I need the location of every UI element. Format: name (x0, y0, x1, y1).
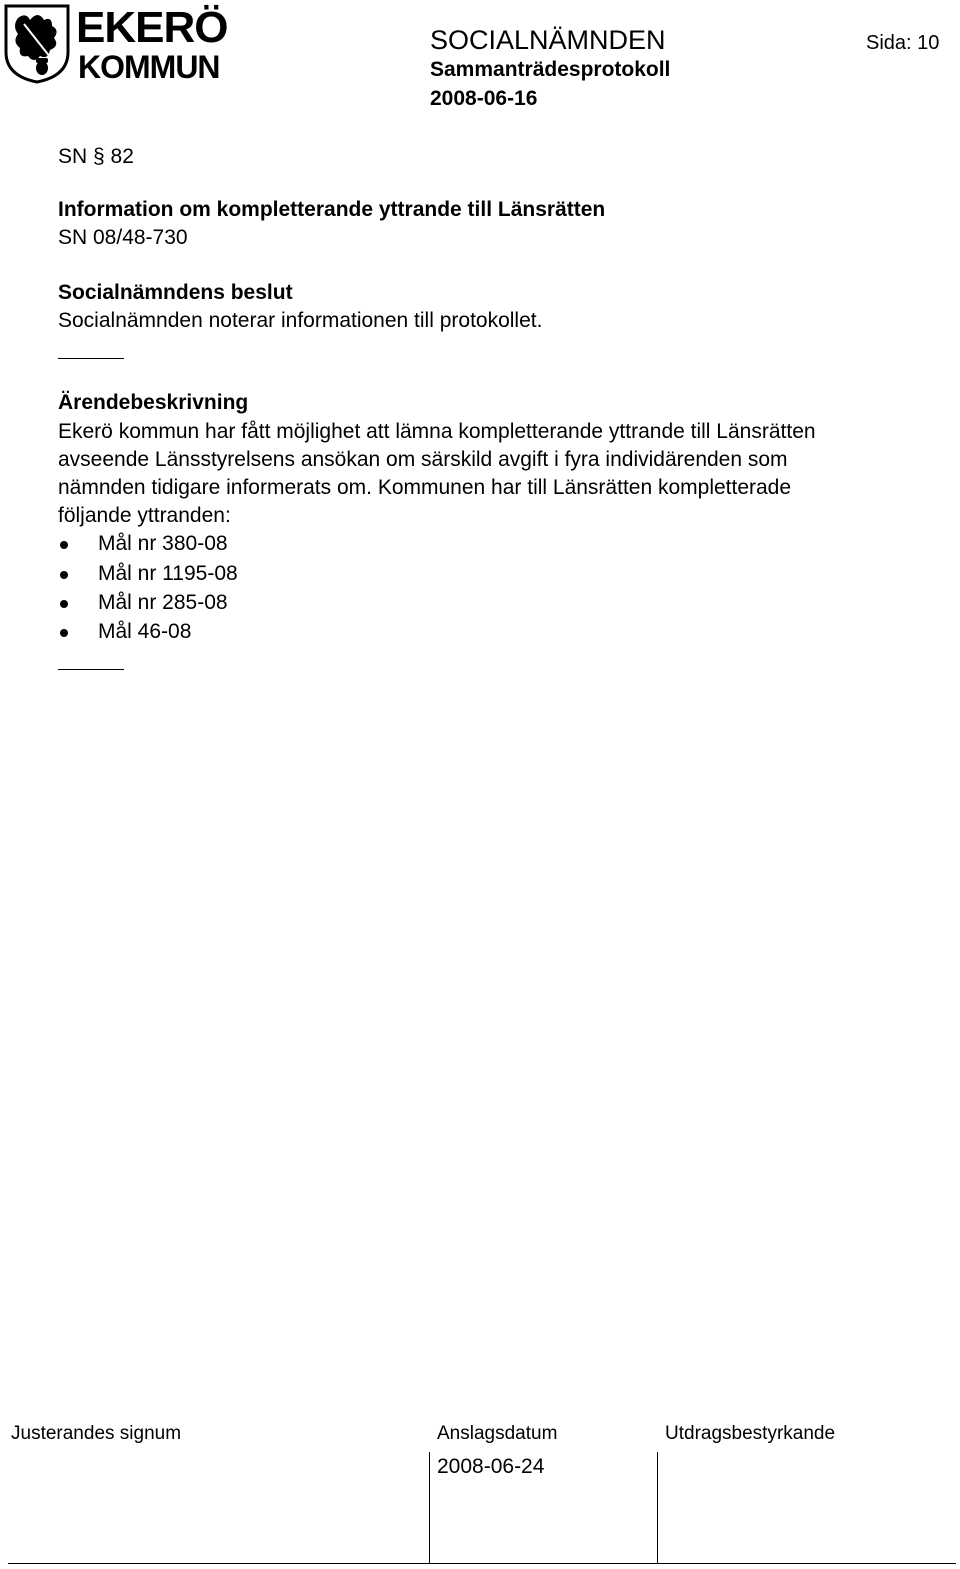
description-line: avseende Länsstyrelsens ansökan om särskild avgift i fyra individärenden som (58, 448, 788, 471)
oak-leaf-shield-icon (4, 4, 70, 84)
list-item: Mål nr 380-08 (98, 532, 228, 555)
item-title: Information om kompletterande yttrande till Länsrätten (58, 198, 606, 221)
description-line: följande yttranden: (58, 504, 231, 527)
bullet-icon (60, 600, 68, 608)
list-item: Mål nr 285-08 (98, 591, 228, 614)
footer-divider (429, 1452, 430, 1564)
bullet-icon (60, 629, 68, 637)
logo-text-kommun: KOMMUN (78, 49, 220, 85)
decision-heading: Socialnämndens beslut (58, 281, 293, 304)
separator-line (58, 358, 124, 359)
organization-name: SOCIALNÄMNDEN (430, 25, 666, 55)
decision-text: Socialnämnden noterar informationen till protokollet. (58, 309, 543, 332)
extract-label: Utdragsbestyrkande (665, 1423, 836, 1444)
page-number: Sida: 10 (866, 32, 940, 54)
paragraph-reference: SN § 82 (58, 145, 134, 168)
signature-label: Justerandes signum (11, 1423, 182, 1444)
document-type: Sammanträdesprotokoll (430, 58, 671, 81)
meeting-date: 2008-06-16 (430, 87, 538, 110)
posting-date-label: Anslagsdatum (437, 1423, 558, 1444)
list-item: Mål 46-08 (98, 620, 192, 643)
posting-date: 2008-06-24 (437, 1455, 545, 1478)
description-line: Ekerö kommun har fått möjlighet att lämna kompletterande yttrande till Länsrätten (58, 420, 816, 443)
case-number: SN 08/48-730 (58, 226, 188, 249)
description-line: nämnden tidigare informerats om. Kommunen har till Länsrätten kompletterade (58, 476, 792, 499)
list-item: Mål nr 1195-08 (98, 562, 238, 585)
logo-text-ekero: EKERÖ (76, 3, 228, 52)
ekero-kommun-logo (4, 4, 226, 86)
footer-divider (657, 1452, 658, 1564)
separator-line (58, 669, 124, 670)
description-heading: Ärendebeskrivning (58, 391, 249, 414)
bullet-icon (60, 541, 68, 549)
bullet-icon (60, 571, 68, 579)
footer-bottom-line (8, 1563, 956, 1564)
